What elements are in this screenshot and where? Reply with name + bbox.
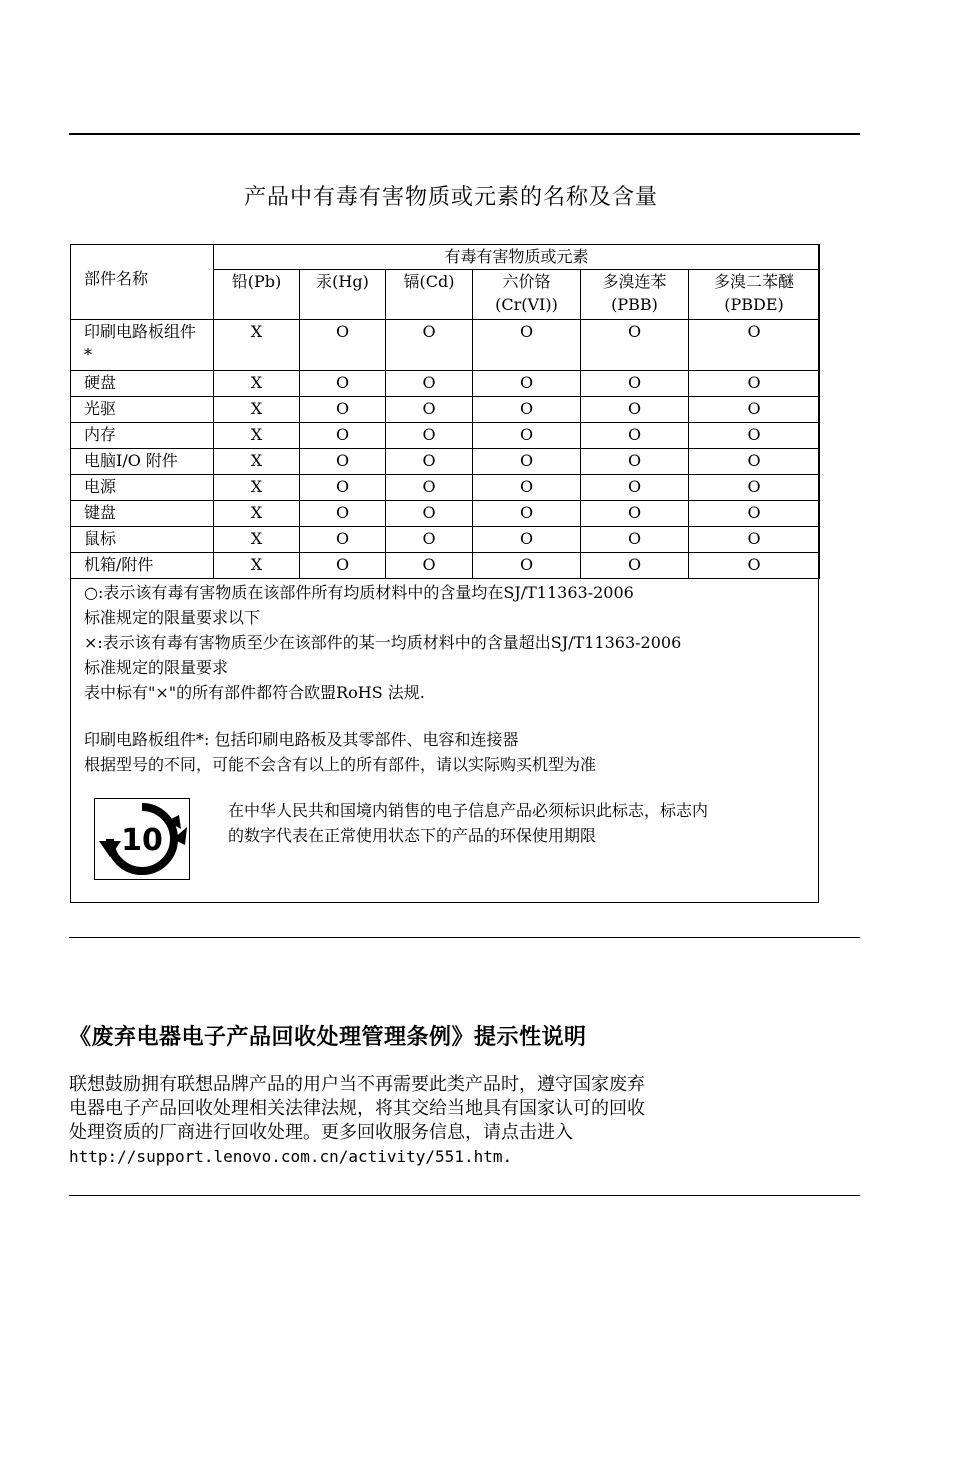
substance-value-cell: O <box>689 449 820 475</box>
substance-value-cell: O <box>300 501 386 527</box>
substance-value-cell: O <box>473 553 581 579</box>
part-name-cell: 电脑I/O 附件 <box>71 449 214 475</box>
substance-value-cell: O <box>300 553 386 579</box>
substance-value-cell: O <box>581 449 689 475</box>
substance-value-cell: O <box>473 449 581 475</box>
substance-value-cell: O <box>473 423 581 449</box>
substance-value-cell: X <box>214 371 300 397</box>
substance-value-cell: O <box>386 501 473 527</box>
recycling-line-2: 电器电子产品回收处理相关法律法规，将其交给当地具有国家认可的回收 <box>69 1098 645 1119</box>
table-row <box>71 553 820 579</box>
substance-value-cell: O <box>689 397 820 423</box>
recycle-10-icon <box>95 799 189 879</box>
o-note-line-2: 标准规定的限量要求以下 <box>84 608 261 627</box>
substance-value-cell: O <box>300 371 386 397</box>
middle-divider <box>69 937 860 938</box>
substance-value-cell: O <box>386 371 473 397</box>
substance-value-cell: X <box>214 423 300 449</box>
substance-value-cell: O <box>473 501 581 527</box>
rohs-note: 表中标有"×"的所有部件都符合欧盟RoHS 法规. <box>84 683 425 702</box>
environmental-protection-period-logo <box>94 798 190 880</box>
part-name-header: 部件名称 <box>71 245 214 320</box>
substance-value-cell: O <box>689 527 820 553</box>
part-name-cell: 机箱/附件 <box>71 553 214 579</box>
substance-value-cell: O <box>386 527 473 553</box>
substance-value-cell: O <box>581 475 689 501</box>
substance-value-cell: O <box>689 320 820 371</box>
substance-value-cell: O <box>689 475 820 501</box>
part-name-cell: 内存 <box>71 423 214 449</box>
part-name-cell: 光驱 <box>71 397 214 423</box>
x-note-line-1: ×:表示该有毒有害物质至少在该部件的某一均质材料中的含量超出SJ/T11363-2006 <box>84 633 682 652</box>
notes <box>84 580 804 777</box>
svg-text:10: 10 <box>121 823 163 858</box>
part-name-cell: 电源 <box>71 475 214 501</box>
model-note: 根据型号的不同，可能不会含有以上的所有部件，请以实际购买机型为准 <box>84 755 597 774</box>
part-name-cell: 鼠标 <box>71 527 214 553</box>
substance-value-cell: O <box>689 423 820 449</box>
page-title: 产品中有毒有害物质或元素的名称及含量 <box>243 185 658 210</box>
substance-value-cell: O <box>300 527 386 553</box>
substance-value-cell: O <box>689 371 820 397</box>
substance-value-cell: O <box>581 423 689 449</box>
substance-value-cell: O <box>300 449 386 475</box>
part-name-cell: 键盘 <box>71 501 214 527</box>
substance-value-cell: O <box>473 397 581 423</box>
bottom-divider <box>69 1195 860 1196</box>
pcb-note: 印刷电路板组件*: 包括印刷电路板及其零部件、电容和连接器 <box>84 730 519 749</box>
column-header: 镉(Cd) <box>386 270 473 320</box>
hazardous-substances-table <box>70 244 820 579</box>
recycling-line-1: 联想鼓励拥有联想品牌产品的用户当不再需要此类产品时，遵守国家废弃 <box>69 1074 645 1095</box>
x-note-line-2: 标准规定的限量要求 <box>84 658 229 677</box>
substance-value-cell: O <box>473 320 581 371</box>
substance-value-cell: O <box>386 397 473 423</box>
substance-value-cell: O <box>581 397 689 423</box>
substance-value-cell: X <box>214 449 300 475</box>
table-row <box>71 397 820 423</box>
column-header: 汞(Hg) <box>300 270 386 320</box>
column-header: 多溴二苯醚 (PBDE) <box>689 270 820 320</box>
table-row <box>71 501 820 527</box>
part-name-cell: 硬盘 <box>71 371 214 397</box>
substance-value-cell: O <box>300 423 386 449</box>
o-note-line-1: ○:表示该有毒有害物质在该部件所有均质材料中的含量均在SJ/T11363-2006 <box>84 583 634 602</box>
part-name-cell: 印刷电路板组件* <box>71 320 214 371</box>
substance-value-cell: O <box>300 475 386 501</box>
table-row <box>71 423 820 449</box>
table-row <box>71 475 820 501</box>
substance-value-cell: O <box>581 320 689 371</box>
substance-value-cell: O <box>581 527 689 553</box>
substance-group-header: 有毒有害物质或元素 <box>214 245 820 270</box>
substance-value-cell: O <box>386 320 473 371</box>
column-header: 多溴连苯 (PBB) <box>581 270 689 320</box>
substance-value-cell: O <box>386 423 473 449</box>
substance-value-cell: O <box>473 475 581 501</box>
substance-value-cell: O <box>689 553 820 579</box>
recycling-link[interactable]: http://support.lenovo.com.cn/activity/551.htm. <box>69 1147 513 1166</box>
substance-value-cell: X <box>214 320 300 371</box>
table-row <box>71 527 820 553</box>
logo-description <box>228 798 808 848</box>
table-row <box>71 371 820 397</box>
top-divider <box>69 133 860 135</box>
substance-value-cell: X <box>214 527 300 553</box>
table-row <box>71 449 820 475</box>
recycling-paragraph <box>69 1073 789 1169</box>
logo-text-line-2: 的数字代表在正常使用状态下的产品的环保使用期限 <box>228 826 597 845</box>
substance-value-cell: O <box>386 475 473 501</box>
substance-value-cell: O <box>473 371 581 397</box>
substance-value-cell: O <box>386 553 473 579</box>
substance-value-cell: O <box>300 320 386 371</box>
substance-value-cell: X <box>214 553 300 579</box>
logo-text-line-1: 在中华人民共和国境内销售的电子信息产品必须标识此标志，标志内 <box>228 801 709 820</box>
substance-value-cell: O <box>386 449 473 475</box>
substance-value-cell: O <box>581 553 689 579</box>
substance-value-cell: O <box>581 501 689 527</box>
substance-value-cell: X <box>214 501 300 527</box>
substance-value-cell: O <box>581 371 689 397</box>
column-header: 铅(Pb) <box>214 270 300 320</box>
substance-value-cell: O <box>300 397 386 423</box>
substance-value-cell: O <box>473 527 581 553</box>
recycling-line-3: 处理资质的厂商进行回收处理。更多回收服务信息，请点击进入 <box>69 1122 573 1143</box>
substance-value-cell: X <box>214 397 300 423</box>
table-row <box>71 320 820 371</box>
substance-value-cell: X <box>214 475 300 501</box>
section-title: 《废弃电器电子产品回收处理管理条例》提示性说明 <box>69 1025 587 1050</box>
column-header: 六价铬 (Cr(VI)) <box>473 270 581 320</box>
substance-value-cell: O <box>689 501 820 527</box>
